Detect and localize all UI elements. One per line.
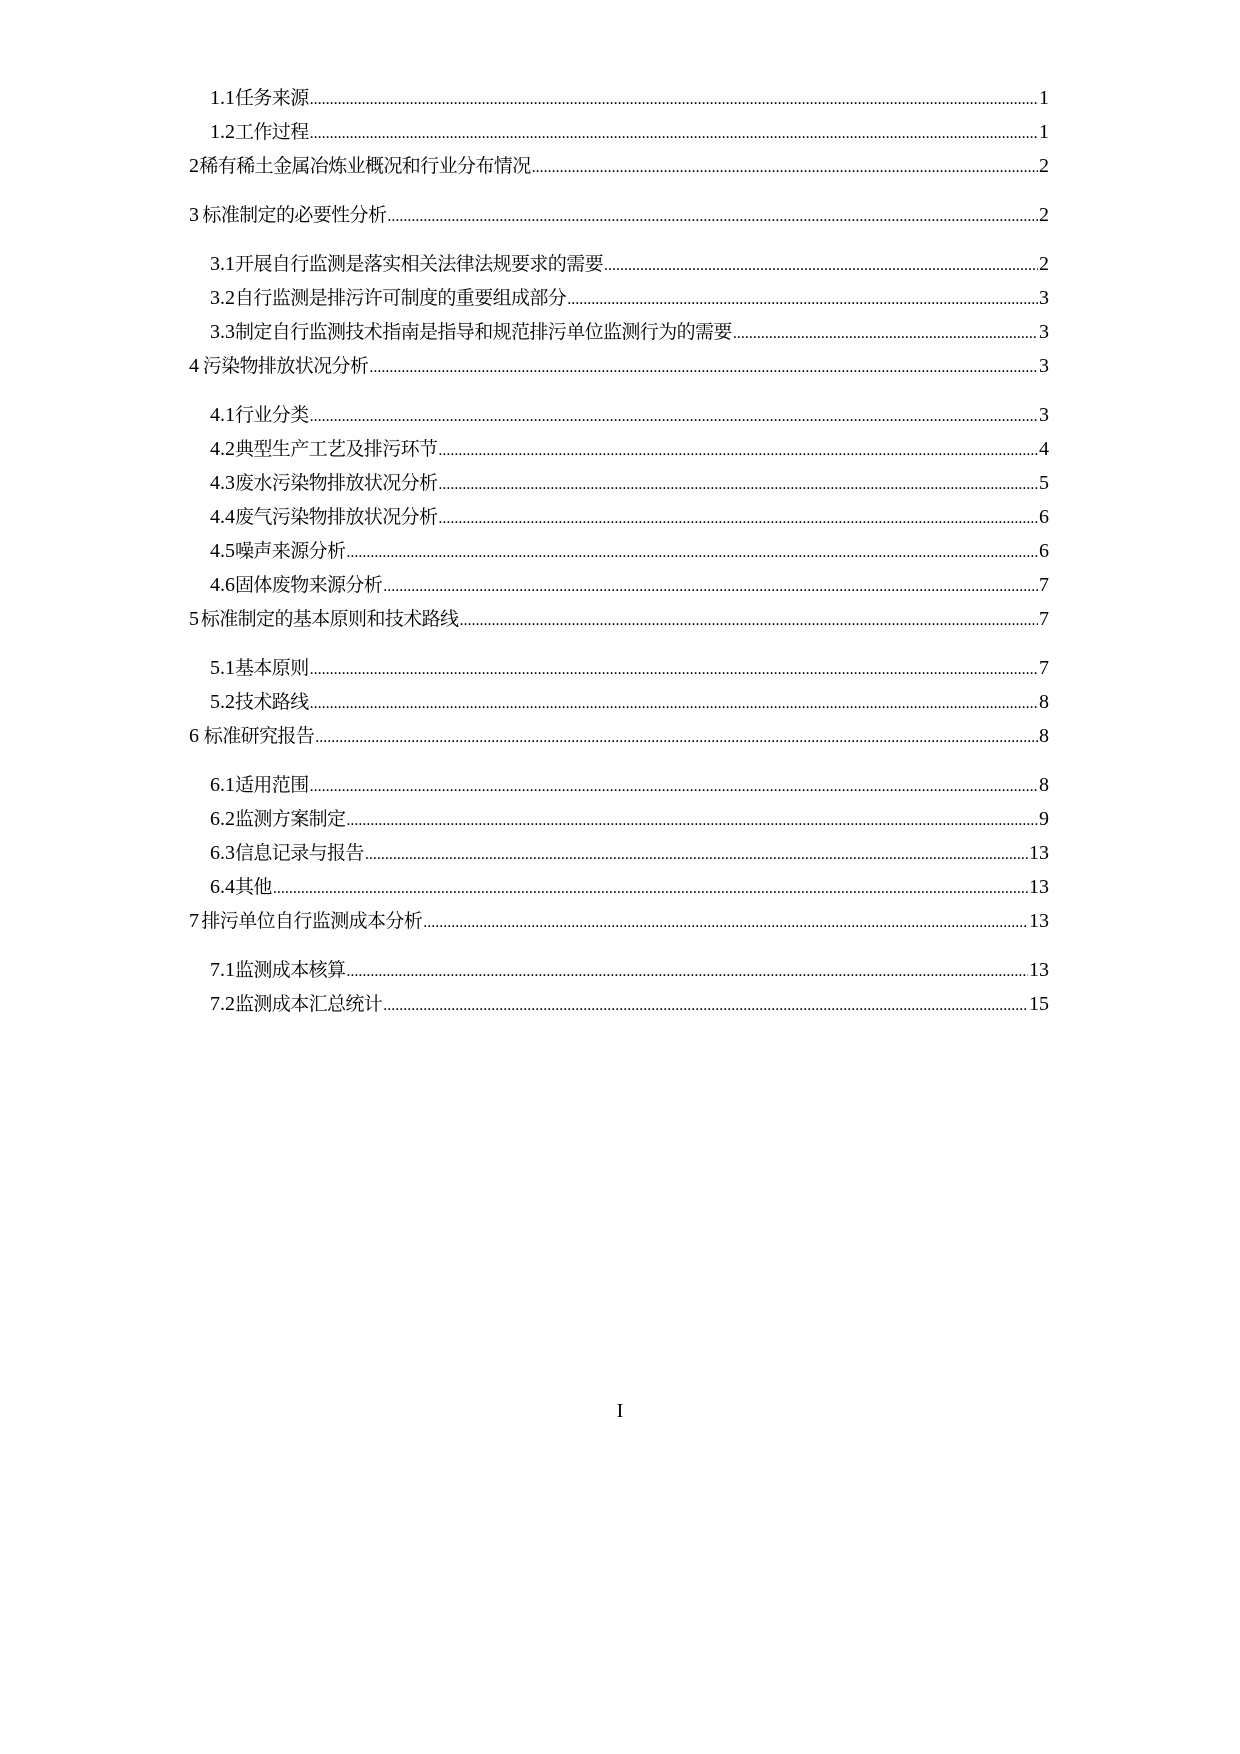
toc-entry-title: 污染物排放状况分析 xyxy=(202,355,369,377)
toc-entry[interactable] xyxy=(189,773,1049,799)
toc-entry-title: 标准制定的必要性分析 xyxy=(202,204,387,226)
toc-entry[interactable] xyxy=(189,841,1049,867)
toc-entry[interactable] xyxy=(189,992,1049,1018)
toc-entry[interactable] xyxy=(189,875,1049,901)
toc-entry-title: 废气污染物排放状况分析 xyxy=(235,506,438,528)
toc-entry-page: 1 xyxy=(1039,87,1049,109)
toc-dot-leader xyxy=(273,877,1028,901)
toc-entry-number: 3 xyxy=(189,204,199,226)
toc-entry-page: 3 xyxy=(1039,287,1049,309)
toc-entry-title: 工作过程 xyxy=(235,121,309,143)
toc-dot-leader xyxy=(346,960,1028,984)
toc-entry[interactable] xyxy=(189,607,1049,633)
toc-entry-number: 4 xyxy=(189,355,199,377)
toc-entry-title: 技术路线 xyxy=(235,691,309,713)
toc-entry-page: 3 xyxy=(1039,355,1049,377)
toc-entry-title: 监测成本核算 xyxy=(235,959,346,981)
toc-entry-page: 6 xyxy=(1039,540,1049,562)
toc-entry-title: 监测成本汇总统计 xyxy=(235,993,383,1015)
toc-entry[interactable] xyxy=(189,320,1049,346)
toc-entry-page: 3 xyxy=(1039,321,1049,343)
toc-dot-leader xyxy=(383,575,1038,599)
toc-dot-leader xyxy=(733,322,1038,346)
toc-entry-title: 自行监测是排污许可制度的重要组成部分 xyxy=(235,287,567,309)
toc-entry-number: 4.3 xyxy=(210,472,235,494)
toc-dot-leader xyxy=(567,288,1038,312)
toc-entry-number: 1.2 xyxy=(210,121,235,143)
toc-entry-page: 5 xyxy=(1039,472,1049,494)
toc-dot-leader xyxy=(310,658,1038,682)
toc-entry-title: 废水污染物排放状况分析 xyxy=(235,472,438,494)
toc-entry[interactable] xyxy=(189,403,1049,429)
toc-entry-number: 2 xyxy=(189,155,199,177)
toc-entry[interactable] xyxy=(189,354,1049,380)
toc-entry-title: 行业分类 xyxy=(235,404,309,426)
toc-entry-number: 6.3 xyxy=(210,842,235,864)
toc-entry[interactable] xyxy=(189,505,1049,531)
toc-entry-number: 7.1 xyxy=(210,959,235,981)
toc-entry[interactable] xyxy=(189,203,1049,229)
toc-entry[interactable] xyxy=(189,437,1049,463)
toc-entry[interactable] xyxy=(189,573,1049,599)
toc-dot-leader xyxy=(310,122,1038,146)
toc-dot-leader xyxy=(438,507,1038,531)
toc-entry-page: 7 xyxy=(1039,657,1049,679)
toc-entry-page: 6 xyxy=(1039,506,1049,528)
toc-dot-leader xyxy=(346,541,1038,565)
toc-entry[interactable] xyxy=(189,252,1049,278)
toc-entry[interactable] xyxy=(189,690,1049,716)
toc-entry-page: 8 xyxy=(1039,774,1049,796)
toc-entry-number: 6 xyxy=(189,725,199,747)
toc-entry-number: 7 xyxy=(189,910,199,932)
toc-dot-leader xyxy=(387,205,1038,229)
toc-dot-leader xyxy=(438,473,1038,497)
toc-entry-number: 6.1 xyxy=(210,774,235,796)
toc-entry[interactable] xyxy=(189,724,1049,750)
toc-entry-number: 4.5 xyxy=(210,540,235,562)
toc-entry-number: 5 xyxy=(189,608,199,630)
toc-entry-title: 典型生产工艺及排污环节 xyxy=(235,438,438,460)
toc-entry-page: 7 xyxy=(1039,608,1049,630)
toc-entry-page: 9 xyxy=(1039,808,1049,830)
toc-entry-title: 适用范围 xyxy=(235,774,309,796)
toc-entry[interactable] xyxy=(189,120,1049,146)
toc-dot-leader xyxy=(310,775,1038,799)
toc-entry-page: 8 xyxy=(1039,725,1049,747)
toc-entry-title: 标准制定的基本原则和技术路线 xyxy=(200,608,459,630)
toc-entry-page: 2 xyxy=(1039,253,1049,275)
toc-entry-page: 8 xyxy=(1039,691,1049,713)
toc-entry[interactable] xyxy=(189,656,1049,682)
toc-dot-leader xyxy=(315,726,1038,750)
toc-entry-title: 排污单位自行监测成本分析 xyxy=(201,910,423,932)
toc-entry-title: 稀有稀土金属冶炼业概况和行业分布情况 xyxy=(199,155,531,177)
toc-entry-number: 5.1 xyxy=(210,657,235,679)
toc-entry-number: 4.6 xyxy=(210,574,235,596)
toc-entry-number: 3.3 xyxy=(210,321,235,343)
toc-entry-title: 固体废物来源分析 xyxy=(235,574,383,596)
toc-entry-title: 制定自行监测技术指南是指导和规范排污单位监测行为的需要 xyxy=(235,321,732,343)
toc-entry-number: 4.4 xyxy=(210,506,235,528)
toc-dot-leader xyxy=(459,609,1038,633)
toc-dot-leader xyxy=(532,156,1038,180)
toc-entry-page: 1 xyxy=(1039,121,1049,143)
toc-entry-number: 6.4 xyxy=(210,876,235,898)
toc-entry-page: 2 xyxy=(1039,204,1049,226)
toc-entry[interactable] xyxy=(189,909,1049,935)
toc-entry-title: 标准研究报告 xyxy=(203,725,315,747)
toc-entry[interactable] xyxy=(189,539,1049,565)
toc-entry-number: 4.1 xyxy=(210,404,235,426)
toc-entry-title: 其他 xyxy=(235,876,272,898)
toc-entry-title: 监测方案制定 xyxy=(235,808,346,830)
toc-entry-page: 13 xyxy=(1029,959,1049,981)
toc-entry-number: 6.2 xyxy=(210,808,235,830)
toc-entry-number: 7.2 xyxy=(210,993,235,1015)
toc-entry-page: 15 xyxy=(1029,993,1049,1015)
toc-dot-leader xyxy=(346,809,1038,833)
toc-entry-number: 4.2 xyxy=(210,438,235,460)
page-number: I xyxy=(616,1400,624,1422)
toc-entry-page: 7 xyxy=(1039,574,1049,596)
toc-entry-title: 基本原则 xyxy=(235,657,309,679)
toc-entry-number: 3.2 xyxy=(210,287,235,309)
toc-entry[interactable] xyxy=(189,807,1049,833)
toc-entry[interactable] xyxy=(189,286,1049,312)
toc-dot-leader xyxy=(604,254,1038,278)
toc-entry-title: 任务来源 xyxy=(235,87,309,109)
toc-dot-leader xyxy=(310,692,1038,716)
toc-entry[interactable] xyxy=(189,86,1049,112)
toc-entry-title: 信息记录与报告 xyxy=(235,842,364,864)
toc-entry-page: 13 xyxy=(1029,910,1049,932)
toc-dot-leader xyxy=(438,439,1038,463)
toc-entry-page: 3 xyxy=(1039,404,1049,426)
toc-entry[interactable] xyxy=(189,154,1049,180)
toc-dot-leader xyxy=(310,88,1038,112)
toc-dot-leader xyxy=(369,356,1038,380)
toc-dot-leader xyxy=(310,405,1038,429)
toc-entry-number: 3.1 xyxy=(210,253,235,275)
table-of-contents xyxy=(189,86,1049,1018)
toc-dot-leader xyxy=(423,911,1028,935)
toc-entry[interactable] xyxy=(189,958,1049,984)
toc-dot-leader xyxy=(383,994,1028,1018)
toc-entry-page: 13 xyxy=(1029,876,1049,898)
toc-entry-number: 5.2 xyxy=(210,691,235,713)
toc-entry-number: 1.1 xyxy=(210,87,235,109)
toc-dot-leader xyxy=(365,843,1028,867)
toc-entry-title: 开展自行监测是落实相关法律法规要求的需要 xyxy=(235,253,604,275)
toc-entry-page: 4 xyxy=(1039,438,1049,460)
toc-entry-title: 噪声来源分析 xyxy=(235,540,346,562)
toc-entry[interactable] xyxy=(189,471,1049,497)
toc-entry-page: 13 xyxy=(1029,842,1049,864)
toc-entry-page: 2 xyxy=(1039,155,1049,177)
